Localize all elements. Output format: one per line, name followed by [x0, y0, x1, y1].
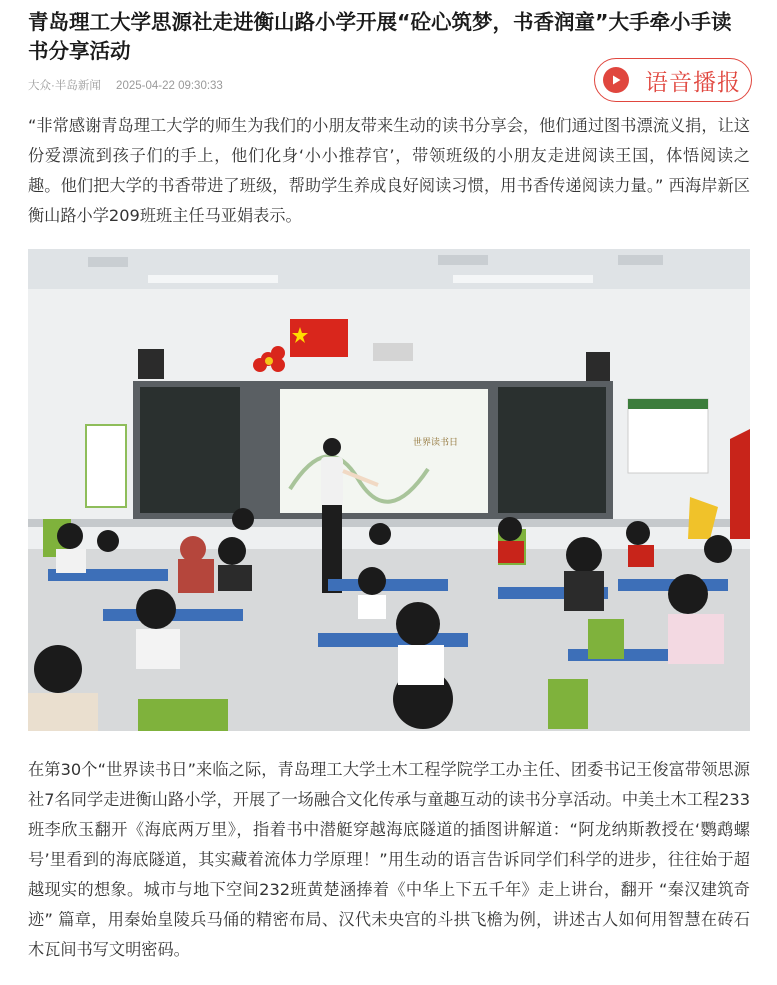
audio-broadcast-button[interactable]: [594, 58, 752, 102]
audio-broadcast-label: 语音播报: [645, 69, 741, 96]
paragraph-body: 在第30个“世界读书日”来临之际，青岛理工大学土木工程学院学工办主任、团委书记王俊富带领思源社7名同学走进衡山路小学，开展了一场融合文化传承与童趣互动的读书分享活动。中美土木工程233班李欣玉翻开《海底两万里》，指着书中潜艇穿越海底隧道的插图讲解道：“阿龙纳斯教授在‘鹦鹉螺号’里看到的海底隧道，其实藏着流体力学原理！”用生动的语言告诉同学们科学的进步，往往始于超越现实的想象。城市与地下空间232班黄楚涵捧着《中华上下五千年》走上讲台，翻开 “秦汉建筑奇迹” 篇章，用秦始皇陵兵马俑的精密布局、汉代未央宫的斗拱飞檐为例，讲述古人如何用智慧在砖石木瓦间书写文明密码。: [28, 760, 750, 959]
meta-row: [28, 68, 750, 108]
article: [28, 8, 750, 965]
article-meta: [28, 77, 223, 93]
paragraph-quote: “非常感谢青岛理工大学的师生为我们的小朋友带来生动的读书分享会，他们通过图书漂流义捐，让这份爱漂流到孩子们的手上，他们化身‘小小推荐官’，带领班级的小朋友走进阅读王国，体悟阅读之趣。他们把大学的书香带进了班级，帮助学生养成良好阅读习惯，用书香传递阅读力量。” 西海岸新区衡山路小学209班班主任马亚娟表示。: [28, 116, 750, 225]
screen-title: 世界读书日: [413, 438, 459, 448]
play-icon: [603, 67, 629, 93]
article-source: 大众·半岛新闻: [28, 80, 101, 92]
article-timestamp: 2025-04-22 09:30:33: [116, 80, 223, 92]
article-title: 青岛理工大学思源社走进衡山路小学开展“砼心筑梦，书香润童”大手牵小手读书分享活动: [28, 10, 732, 63]
classroom-photo: [28, 249, 750, 731]
